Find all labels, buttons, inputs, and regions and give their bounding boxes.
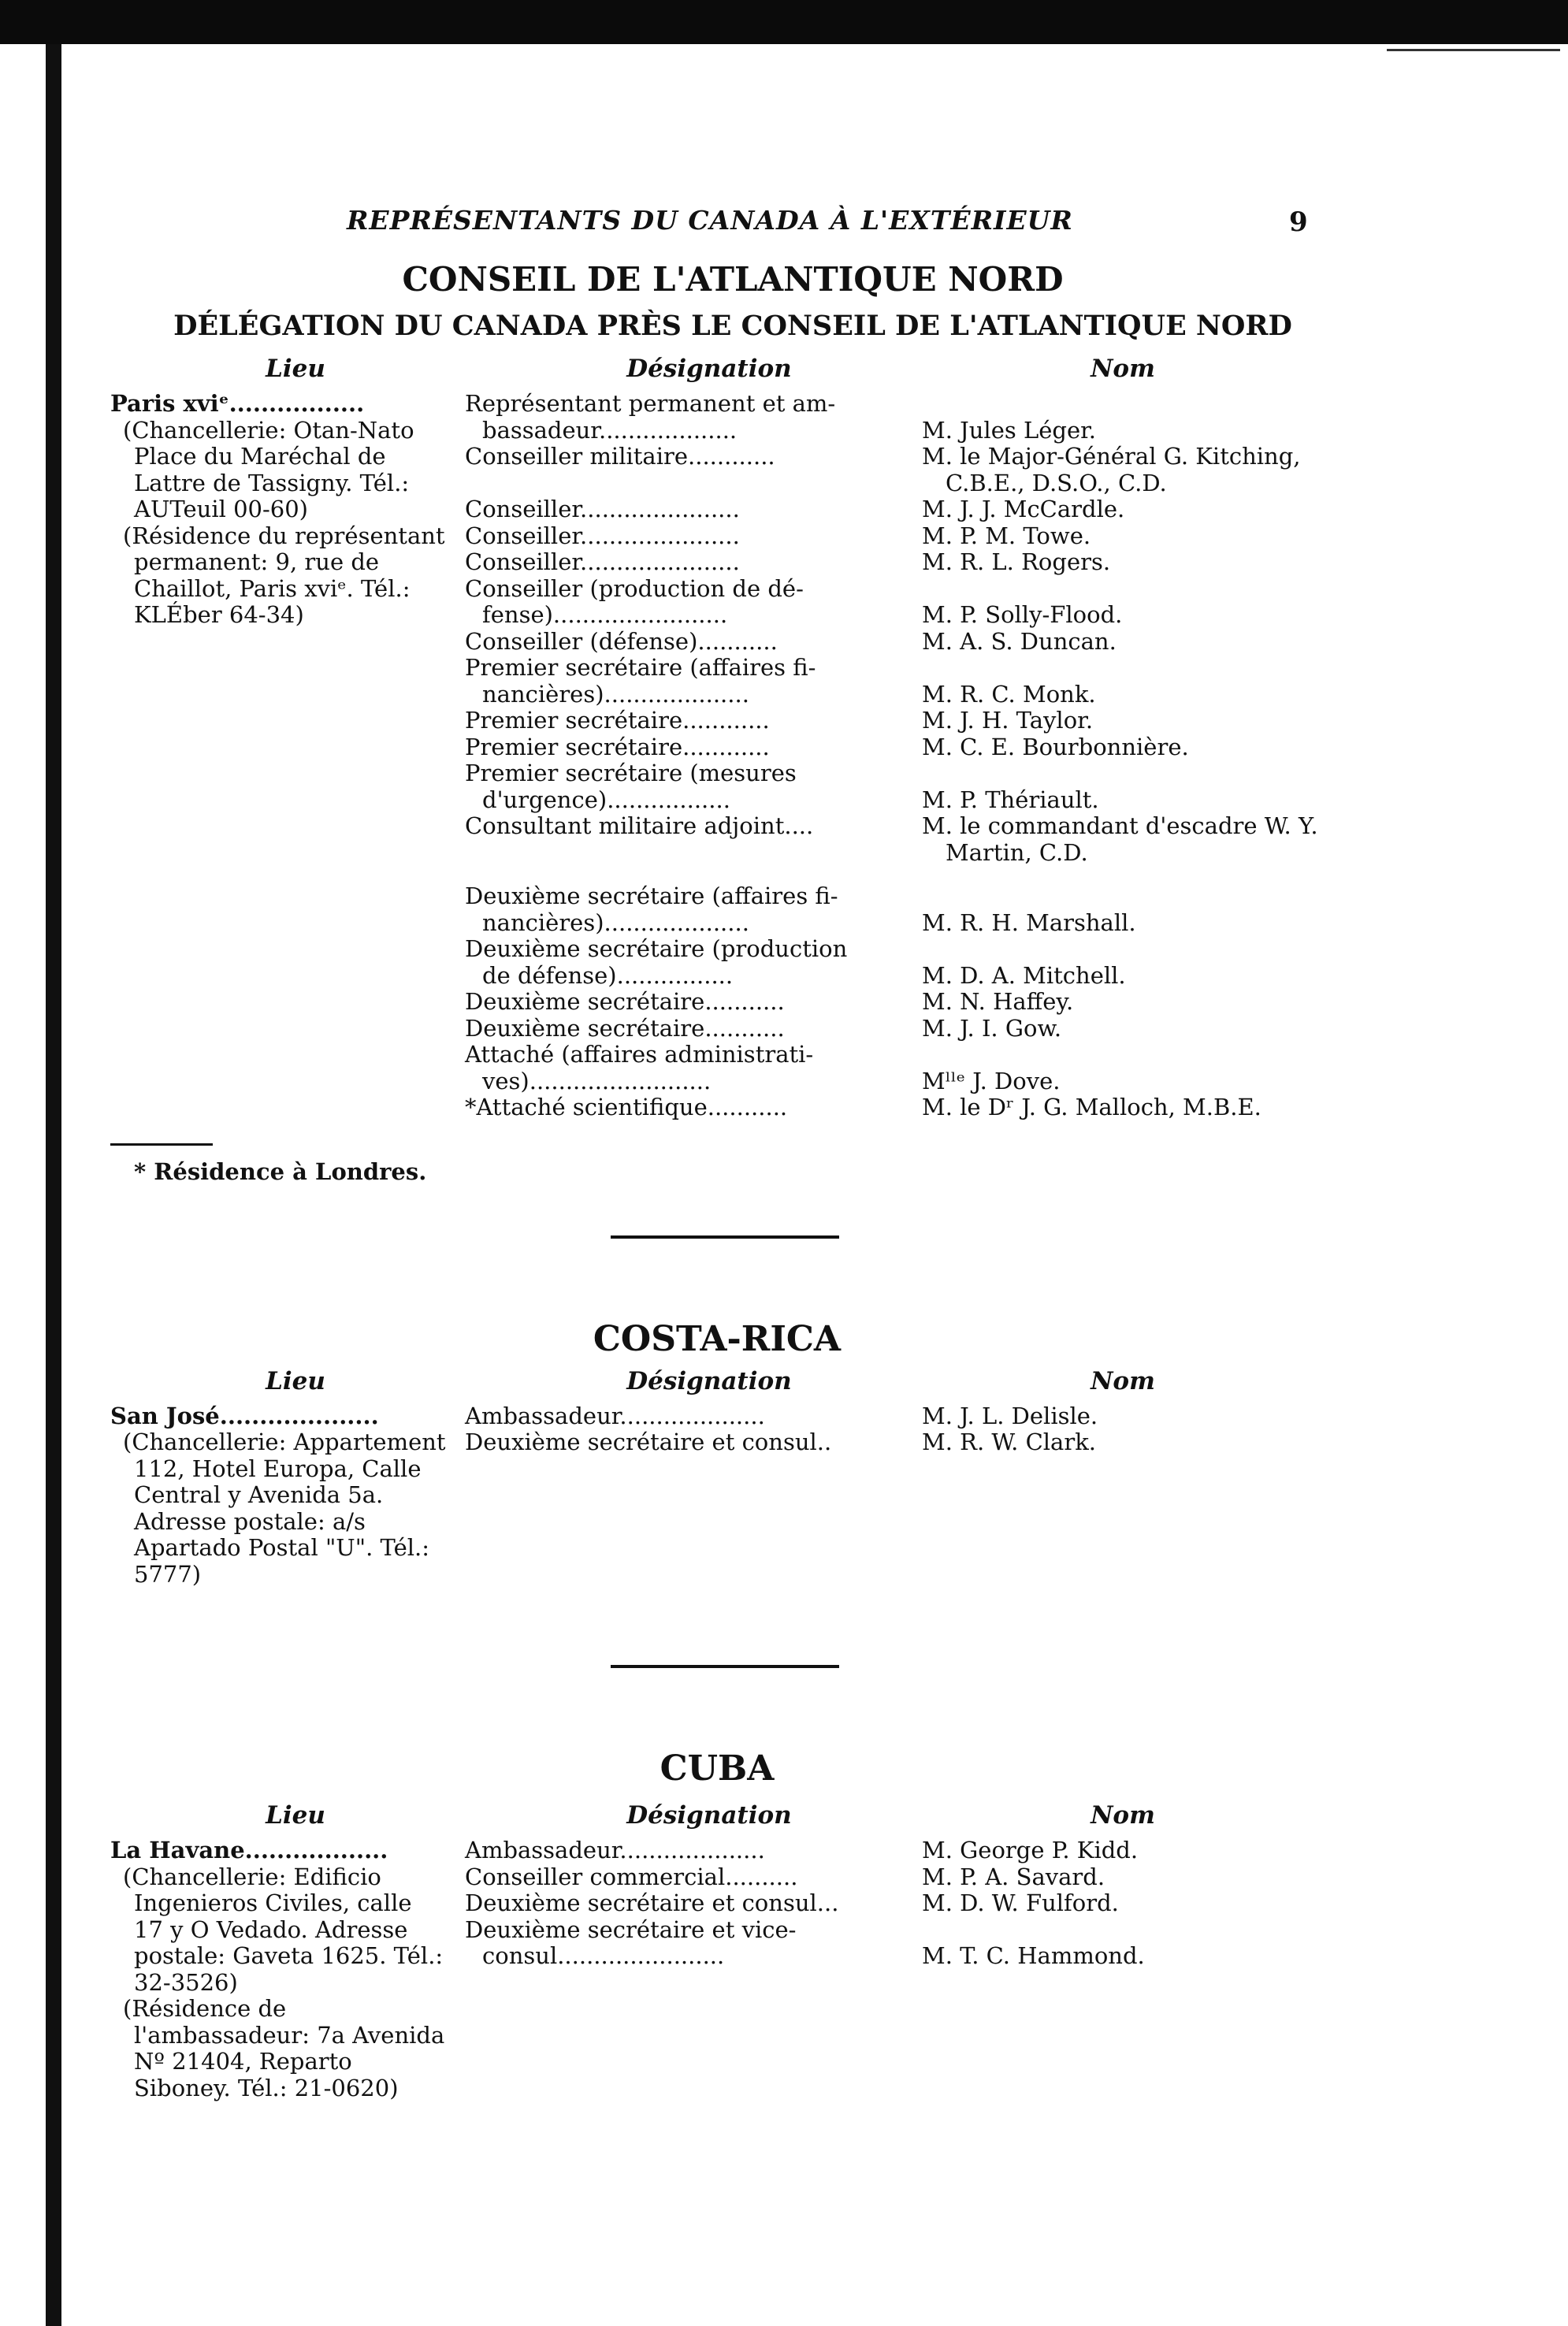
document-page — [110, 205, 1324, 2101]
section-title: CONSEIL DE L'ATLANTIQUE NORD — [402, 260, 1064, 299]
lieu-residence: (Résidence du représentant permanent: 9, rue de Chaillot, Paris xviᵉ. Tél.: KLÉber 64-34) — [123, 522, 445, 628]
lieu-column — [110, 1403, 448, 1588]
designation-line: Deuxième secrétaire (affaires fi- — [465, 882, 838, 909]
table-row — [448, 883, 1324, 936]
table-row — [448, 629, 1324, 656]
designation-line: Deuxième secrétaire et consul.. — [465, 1429, 832, 1455]
designation-line: Premier secrétaire (mesures — [465, 760, 797, 786]
designation-line: nancières).................... — [482, 908, 749, 936]
table-row — [448, 1094, 1324, 1121]
nom-cell: M. A. S. Duncan. — [922, 627, 1117, 655]
table-row — [448, 496, 1324, 523]
table-row — [448, 655, 1324, 708]
designation-line: Deuxième secrétaire........... — [465, 988, 785, 1015]
section-divider — [611, 1235, 839, 1239]
designation-line: Ambassadeur.................... — [465, 1837, 765, 1863]
designation-line: Premier secrétaire (affaires fi- — [465, 654, 816, 681]
column-headers — [110, 1793, 1324, 1830]
section-subtitle: DÉLÉGATION DU CANADA PRÈS LE CONSEIL DE L'ATLANTIQUE NORD — [173, 310, 1292, 342]
country-title: CUBA — [660, 1748, 775, 1789]
nom-cell: M. le Dʳ J. G. Malloch, M.B.E. — [922, 1094, 1261, 1120]
nom-cell: M. P. Solly-Flood. — [922, 601, 1123, 628]
scan-top-rule — [1387, 49, 1560, 51]
page-header — [110, 205, 1324, 252]
designation-line: d'urgence)................. — [482, 786, 730, 813]
designation-line: Attaché (affaires administrati- — [465, 1041, 814, 1068]
nom-cell: M. J. J. McCardle. — [922, 496, 1125, 522]
designation-line: Conseiller militaire............ — [465, 443, 775, 470]
table-row — [448, 813, 1324, 866]
nom-cell: M. J. I. Gow. — [922, 1014, 1062, 1042]
running-title: REPRÉSENTANTS DU CANADA À L'EXTÉRIEUR — [347, 205, 1073, 236]
cuba-section — [110, 1748, 1324, 2101]
column-header-nom: Nom — [1091, 355, 1155, 383]
footnote-rule — [110, 1143, 213, 1146]
table-row — [448, 1429, 1324, 1456]
table-row — [448, 936, 1324, 989]
designation-line: Consultant militaire adjoint.... — [465, 812, 814, 839]
lieu-column — [110, 1837, 448, 2101]
staff-list — [448, 391, 1324, 1121]
designation-line: Premier secrétaire............ — [465, 707, 770, 734]
nom-cell: M. T. C. Hammond. — [922, 1942, 1145, 1969]
section-divider — [611, 1665, 839, 1668]
nom-cell: M. le Major-Général G. Kitching, C.B.E., D.S.O., C.D. — [922, 443, 1301, 496]
table-row — [448, 760, 1324, 813]
designation-line: Deuxième secrétaire et consul... — [465, 1889, 839, 1916]
designation-line: Conseiller...................... — [465, 548, 740, 575]
scan-top-border — [0, 0, 1568, 44]
designation-line: Conseiller...................... — [465, 522, 740, 549]
designation-line: Premier secrétaire............ — [465, 733, 770, 760]
table-row — [448, 576, 1324, 629]
table-row — [448, 1042, 1324, 1094]
nom-cell: M. le commandant d'escadre W. Y. Martin, C.D. — [922, 812, 1318, 866]
column-headers — [110, 1359, 1324, 1395]
designation-line: bassadeur................... — [482, 416, 738, 444]
nato-table — [110, 391, 1324, 1121]
lieu-city: La Havane.................. — [110, 1837, 388, 1863]
designation-line: Conseiller...................... — [465, 496, 740, 522]
table-row — [448, 444, 1324, 496]
staff-list — [448, 1403, 1324, 1456]
column-header-lieu: Lieu — [266, 1366, 325, 1395]
lieu-chancery: (Chancellerie: Otan-Nato Place du Maréchal de Lattre de Tassigny. Tél.: AUTeuil 00-60) — [123, 416, 414, 522]
table-row — [448, 708, 1324, 734]
lieu-column — [110, 391, 448, 629]
staff-list — [448, 1837, 1324, 1970]
nom-cell: M. C. E. Bourbonnière. — [922, 733, 1189, 760]
nom-cell: Mˡˡᵉ J. Dove. — [922, 1067, 1061, 1094]
table-row — [448, 1917, 1324, 1970]
column-header-designation: Désignation — [626, 1801, 792, 1830]
nom-cell: M. J. L. Delisle. — [922, 1402, 1098, 1429]
nom-cell: M. Jules Léger. — [922, 416, 1097, 444]
nom-cell: M. R. L. Rogers. — [922, 548, 1111, 575]
footnote: * Résidence à Londres. — [134, 1157, 427, 1185]
designation-line: de défense)................ — [482, 961, 734, 989]
nom-cell: M. George P. Kidd. — [922, 1837, 1139, 1863]
column-header-nom: Nom — [1091, 1801, 1155, 1830]
costa-rica-table — [110, 1403, 1324, 1588]
designation-line: ves)......................... — [482, 1067, 712, 1094]
column-header-designation: Désignation — [626, 355, 792, 383]
designation-line: Conseiller (production de dé- — [465, 574, 804, 602]
table-row — [448, 1403, 1324, 1430]
designation-line: Deuxième secrétaire et vice- — [465, 1915, 797, 1943]
country-title: COSTA-RICA — [593, 1318, 842, 1359]
designation-line: Conseiller (défense)........... — [465, 627, 778, 655]
table-row — [448, 1864, 1324, 1891]
nom-cell: M. P. Thériault. — [922, 786, 1099, 813]
lieu-residence: (Résidence de l'ambassadeur: 7a Avenida Nº 21404, Reparto Siboney. Tél.: 21-0620) — [123, 1995, 445, 2101]
nato-section — [110, 260, 1324, 1185]
nom-cell: M. R. C. Monk. — [922, 680, 1096, 708]
nom-cell: M. P. M. Towe. — [922, 522, 1091, 549]
nom-cell: M. P. A. Savard. — [922, 1863, 1105, 1890]
table-row — [448, 989, 1324, 1016]
designation-line: fense)........................ — [482, 601, 728, 628]
nom-cell: M. D. A. Mitchell. — [922, 961, 1126, 989]
page-number: 9 — [1289, 206, 1308, 238]
designation-line: nancières).................... — [482, 680, 749, 708]
nom-cell: M. R. W. Clark. — [922, 1429, 1096, 1455]
table-row — [448, 1837, 1324, 1864]
cuba-table — [110, 1837, 1324, 2101]
column-header-lieu: Lieu — [266, 355, 325, 383]
designation-line: *Attaché scientifique........... — [465, 1094, 788, 1120]
column-header-nom: Nom — [1091, 1366, 1155, 1395]
designation-line: consul....................... — [482, 1942, 725, 1969]
nom-cell: M. J. H. Taylor. — [922, 707, 1094, 734]
column-header-designation: Désignation — [626, 1366, 792, 1395]
designation-line: Représentant permanent et am- — [465, 390, 836, 417]
nom-cell: M. D. W. Fulford. — [922, 1889, 1119, 1916]
designation-line: Conseiller commercial.......... — [465, 1863, 798, 1890]
nom-cell: M. N. Haffey. — [922, 988, 1074, 1015]
table-row — [448, 1016, 1324, 1042]
table-row — [448, 391, 1324, 444]
column-header-lieu: Lieu — [266, 1801, 325, 1830]
lieu-chancery: (Chancellerie: Edificio Ingenieros Civiles, calle 17 y O Vedado. Adresse postale: Gaveta 1625. Tél.: 32-3526) — [123, 1863, 444, 1996]
designation-line: Ambassadeur.................... — [465, 1402, 765, 1429]
lieu-chancery: (Chancellerie: Appartement 112, Hotel Europa, Calle Central y Avenida 5a. Adresse postale: a/s Apartado Postal "U". Tél.: 5777) — [123, 1429, 446, 1588]
designation-line: Deuxième secrétaire........... — [465, 1014, 785, 1042]
table-row — [448, 734, 1324, 761]
nom-cell: M. R. H. Marshall. — [922, 908, 1136, 936]
costa-rica-section — [110, 1319, 1324, 1588]
column-headers — [110, 347, 1324, 383]
designation-line: Deuxième secrétaire (production — [465, 935, 848, 962]
table-row — [448, 549, 1324, 576]
scan-left-border — [46, 44, 61, 2326]
lieu-city: San José.................... — [110, 1402, 379, 1429]
lieu-city: Paris xviᵉ................. — [110, 390, 365, 417]
table-row — [448, 523, 1324, 550]
table-row — [448, 1890, 1324, 1917]
